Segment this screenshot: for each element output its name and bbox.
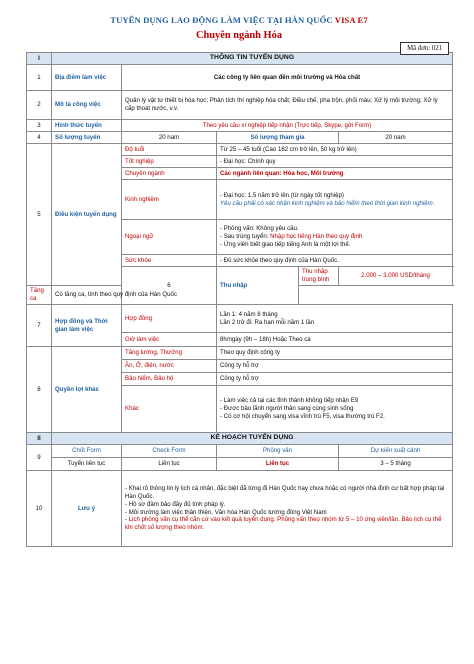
posting-subtitle: Chuyên ngành Hóa: [195, 30, 283, 41]
plan-header-interview: Phỏng vấn: [217, 445, 339, 458]
contract-line: Lần 2 trở đi: Ra hạn mỗi năm 1 lần: [220, 318, 315, 326]
row-8: [27, 347, 453, 360]
note-line: - Hồ sơ đảm bảo đầy đủ tính pháp lý.: [125, 500, 226, 508]
insurance-label: Bảo hiểm, Bảo hộ: [122, 373, 217, 386]
row-label: Điều kiện tuyển dụng: [52, 144, 122, 286]
section-1-roman: I: [27, 53, 52, 65]
language-line-highlight: Nhập học tiếng Hàn theo quy định: [270, 233, 363, 241]
experience-note: Yêu cầu phải có xác nhận kinh nghiệm và bảo hiểm theo thời gian kinh nghiệm.: [220, 199, 435, 207]
notes-value: [122, 471, 453, 547]
row-number: 7: [27, 305, 52, 347]
title-main: TUYỂN DỤNG LAO ĐỘNG LÀM VIỆC TẠI HÀN QUỐC: [110, 15, 333, 25]
language-line: - Phỏng vấn: Không yêu cầu.: [220, 225, 299, 233]
experience-line: - Đại học: 1.5 năm trở lên (từ ngày tốt nghiệp): [220, 191, 344, 199]
row-label: Hợp đồng và Thời gian làm việc: [52, 305, 122, 347]
row-label: Lưu ý: [52, 471, 122, 547]
overtime-label: Tăng ca: [27, 286, 52, 305]
work-hours-value: 8h/ngày (9h – 18h) Hoặc Theo ca: [217, 333, 453, 347]
row-number: 6: [122, 267, 217, 305]
contract-label: Hợp đồng: [122, 305, 217, 333]
accommodation-label: Ăn, Ở, điện, nước: [122, 360, 217, 373]
row-4: [27, 132, 453, 144]
section-1-title: THÔNG TIN TUYỂN DỤNG: [52, 53, 453, 65]
experience-label: Kinh nghiệm: [122, 180, 217, 220]
job-description-value: Quản lý vật tư thiết bị hóa học; Phân tích thí nghiệp hóa chất; Điều chế, pha trộn, phối màu; Xử lý môi trường; Xử lý cấp thoát nước, v.v.: [122, 91, 453, 120]
row-label: Mô tả công việc: [52, 91, 122, 120]
other-benefits-value: [217, 386, 453, 433]
quota-value: 20 nam: [122, 132, 217, 144]
accommodation-value: Công ty hỗ trợ: [217, 360, 453, 373]
contract-line: Lần 1: 4 năm 8 tháng: [220, 310, 278, 318]
section-2-roman: II: [27, 433, 52, 445]
benefit-line: - Có cơ hội chuyển sang visa vĩnh trú F5, visa thường trú F2.: [220, 412, 385, 420]
language-label: Ngoại ngữ: [122, 220, 217, 255]
language-line-prefix: - Sau trúng tuyển:: [220, 233, 271, 241]
plan-header-form: Chốt Form: [52, 445, 122, 458]
language-line: [220, 233, 449, 241]
row-label: Số lượng tuyển: [52, 132, 122, 144]
note-line: - Khai rõ thông tin lý lịch cá nhân, đặc biệt đã từng đi Hàn Quốc hay chưa hoặc có người nhà định cư bất hợp pháp tại Hàn Quốc.: [125, 485, 445, 500]
income-label: Thu nhập trung bình: [299, 267, 339, 286]
plan-check-value: Liên tục: [122, 458, 217, 471]
raise-label: Tăng lương, Thưởng: [122, 347, 217, 360]
plan-header-departure: Dự kiến xuất cảnh: [339, 445, 453, 458]
title-visa: VISA E7: [334, 15, 368, 25]
language-line: - Ứng viên biết giao tiếp tiếng Anh là một lợi thế.: [220, 240, 351, 248]
work-hours-label: Giờ làm việc: [122, 333, 217, 347]
note-line: - Môi trường làm việc thân thiện, Văn hóa Hàn Quốc tương đồng Việt Nam: [125, 508, 327, 516]
participants-label: Số lượng tham gia: [217, 132, 339, 144]
posting-title: [26, 14, 452, 26]
row-number: 2: [27, 91, 52, 120]
overtime-value: Có tăng ca, tính theo quy định của Hàn Quốc: [52, 286, 299, 305]
health-value: - Đủ sức khỏe theo quy định của Hàn Quốc.: [217, 255, 453, 267]
row-3: [27, 120, 453, 132]
posting-table: [26, 52, 453, 547]
row-number: 5: [27, 144, 52, 286]
row-label: Hình thức tuyển: [52, 120, 122, 132]
plan-interview-value: Liên tục: [217, 458, 339, 471]
raise-value: Theo quy định công ty: [217, 347, 453, 360]
age-label: Độ tuổi: [122, 144, 217, 156]
experience-value: [217, 180, 453, 220]
row-number: 10: [27, 471, 52, 547]
major-label: Chuyên ngành: [122, 168, 217, 180]
participants-value: 20 nam: [339, 132, 453, 144]
age-value: Từ 25 – 45 tuổi (Cao 162 cm trở lên, 50 kg trở lên): [217, 144, 453, 156]
row-label: Địa điểm làm việc: [52, 65, 122, 91]
row-5: [27, 144, 453, 156]
insurance-value: Công ty hỗ trợ: [217, 373, 453, 386]
row-label: Thu nhập: [217, 267, 299, 305]
row-number: 8: [27, 347, 52, 433]
row-7: [27, 305, 453, 333]
plan-header-check: Check Form: [122, 445, 217, 458]
health-label: Sức khỏe: [122, 255, 217, 267]
row-2: [27, 91, 453, 120]
row-label: Quyền lợi khác: [52, 347, 122, 433]
section-1-header: [27, 53, 453, 65]
plan-form-value: Tuyển liên tục: [52, 458, 122, 471]
row-1: [27, 65, 453, 91]
contract-value: [217, 305, 453, 333]
posting-code: Mã đơn: 021: [400, 42, 449, 55]
row-number: 9: [27, 445, 52, 471]
row-10: [27, 471, 453, 547]
plan-departure-value: 3 – 5 tháng: [339, 458, 453, 471]
job-posting: [26, 14, 452, 547]
recruit-method-value: Theo yêu cầu xí nghiệp tiếp nhận (Trực tiếp, Skype, gửi Form): [122, 120, 453, 132]
section-2-title: KẾ HOẠCH TUYỂN DỤNG: [52, 433, 453, 445]
section-2-header: [27, 433, 453, 445]
other-benefits-label: Khác: [122, 386, 217, 433]
education-value: - Đại học: Chính quy: [217, 156, 453, 168]
row-number: 4: [27, 132, 52, 144]
benefit-line: - Làm việc cả tại các tỉnh thành không tiếp nhận E9: [220, 397, 359, 405]
language-value: [217, 220, 453, 255]
major-value: Các ngành liên quan: Hóa học, Môi trường: [217, 168, 453, 180]
income-value: 2.000 – 3.000 USD/tháng: [339, 267, 453, 286]
note-line: - Lịch phỏng vấn cụ thể căn cứ vào kết quả tuyển dụng. Phỏng vấn theo nhóm từ 5 – 10 ứng viên/lần. Bảo lịch cụ thể khi chốt số lượng theo nhóm.: [125, 516, 442, 532]
workplace-value: Các công ty liên quan đến môi trường và Hóa chất: [122, 65, 453, 91]
benefit-line: - Được bảo lãnh người thân sang cùng sinh sống: [220, 405, 354, 413]
row-number: 3: [27, 120, 52, 132]
row-number: 1: [27, 65, 52, 91]
education-label: Tốt nghiệp: [122, 156, 217, 168]
row-9: [27, 445, 453, 458]
